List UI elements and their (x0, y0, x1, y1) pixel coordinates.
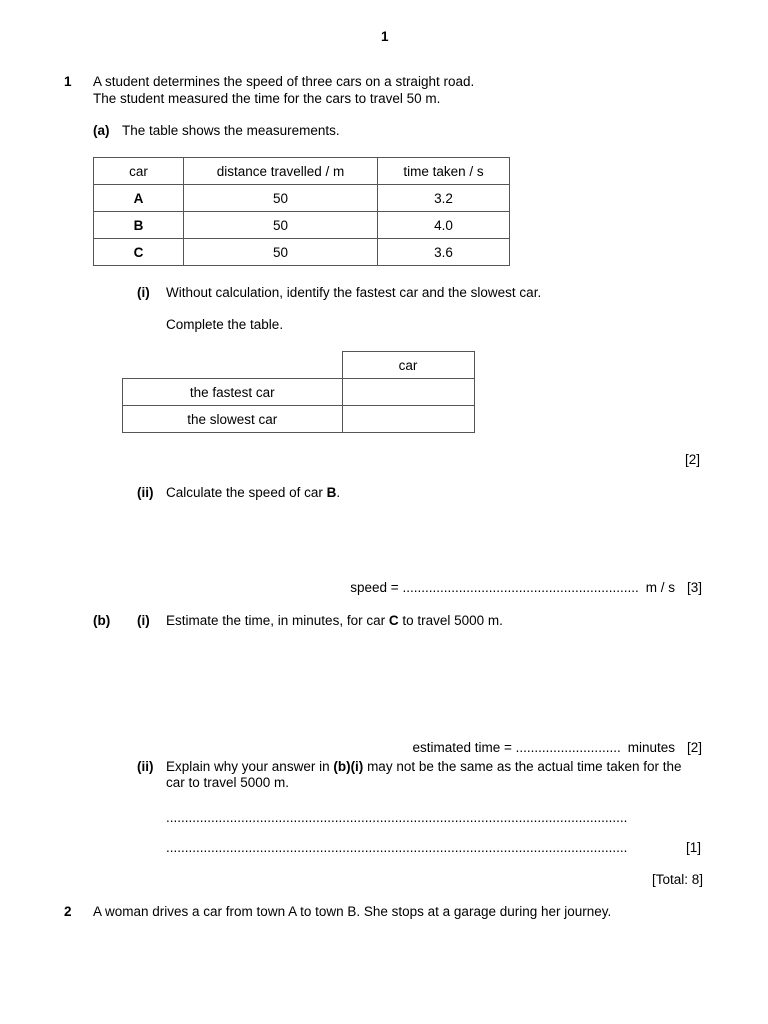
column-header-time: time taken / s (378, 158, 510, 185)
part-a-ii-text (166, 485, 340, 500)
part-b-i-text (166, 613, 503, 628)
car-cell: A (94, 185, 184, 212)
fastest-car-answer-cell[interactable] (342, 379, 474, 406)
answer-table-header-row (123, 352, 475, 379)
part-b-i-label: (i) (137, 613, 150, 628)
part-b-ii-text-line2: car to travel 5000 m. (166, 775, 290, 790)
column-header-car: car (94, 158, 184, 185)
speed-answer-line (350, 580, 702, 595)
distance-cell: 50 (184, 239, 378, 266)
part-a-ii-text-bold: B (326, 485, 337, 500)
estimated-time-answer-line (413, 740, 703, 755)
column-header-distance: distance travelled / m (184, 158, 378, 185)
table-row (94, 239, 510, 266)
part-b-i-text-bold: C (388, 613, 399, 628)
part-a-ii-marks: [3] (686, 580, 702, 595)
page-number: 1 (381, 29, 389, 44)
column-header-car: car (342, 352, 474, 379)
fastest-car-label: the fastest car (123, 379, 343, 406)
question-1-intro-line2: The student measured the time for the cars to travel 50 m. (93, 91, 441, 106)
measurements-header-row (94, 158, 510, 185)
part-a-i-instruction: Complete the table. (166, 317, 284, 332)
question-2-text: A woman drives a car from town A to town B. She stops at a garage during her journey. (93, 904, 612, 919)
slowest-car-answer-cell[interactable] (342, 406, 474, 433)
estimated-time-unit: minutes (627, 740, 675, 755)
part-b-i-text-post: to travel 5000 m. (398, 613, 503, 628)
slowest-car-label: the slowest car (123, 406, 343, 433)
speed-answer-label: speed = (350, 580, 403, 595)
part-a-i-marks: [2] (685, 452, 701, 467)
part-a-label: (a) (93, 123, 110, 138)
distance-cell: 50 (184, 185, 378, 212)
table-row (123, 406, 475, 433)
part-b-i-text-pre: Estimate the time, in minutes, for car (166, 613, 389, 628)
question-1-total: [Total: 8] (651, 872, 703, 887)
estimated-time-label: estimated time = (412, 740, 516, 755)
table-row (94, 212, 510, 239)
time-cell: 3.2 (378, 185, 510, 212)
part-a-text: The table shows the measurements. (122, 123, 340, 138)
car-cell: B (94, 212, 184, 239)
part-a-i-text: Without calculation, identify the fastest car and the slowest car. (166, 285, 542, 300)
fastest-slowest-table (122, 351, 475, 433)
part-b-ii-text-bold: (b)(i) (333, 759, 364, 774)
part-b-i-marks: [2] (686, 740, 702, 755)
part-b-ii-marks: [1] (686, 840, 702, 855)
part-a-ii-text-post: . (336, 485, 341, 500)
explanation-line-1[interactable]: ........................................................................................................................... (166, 810, 628, 825)
table-row (123, 379, 475, 406)
measurements-table (93, 157, 510, 266)
part-a-ii-text-pre: Calculate the speed of car (166, 485, 327, 500)
question-1-intro-line1: A student determines the speed of three cars on a straight road. (93, 74, 475, 89)
distance-cell: 50 (184, 212, 378, 239)
part-a-ii-label: (ii) (137, 485, 154, 500)
speed-unit: m / s (645, 580, 675, 595)
part-b-label: (b) (93, 613, 111, 628)
question-2-number: 2 (64, 904, 72, 919)
part-b-ii-label: (ii) (137, 759, 154, 774)
table-row (94, 185, 510, 212)
empty-corner-cell (123, 352, 343, 379)
time-cell: 4.0 (378, 212, 510, 239)
part-a-i-label: (i) (137, 285, 150, 300)
part-b-ii-text-post: may not be the same as the actual time taken for the (363, 759, 682, 774)
part-b-ii-text-pre: Explain why your answer in (166, 759, 334, 774)
time-cell: 3.6 (378, 239, 510, 266)
question-1-number: 1 (64, 74, 72, 89)
speed-answer-field[interactable]: ............................................................... (402, 580, 639, 595)
estimated-time-field[interactable]: ............................ (515, 740, 621, 755)
car-cell: C (94, 239, 184, 266)
explanation-line-2[interactable]: ........................................................................................................................... (166, 840, 628, 855)
part-b-ii-text (166, 759, 682, 774)
